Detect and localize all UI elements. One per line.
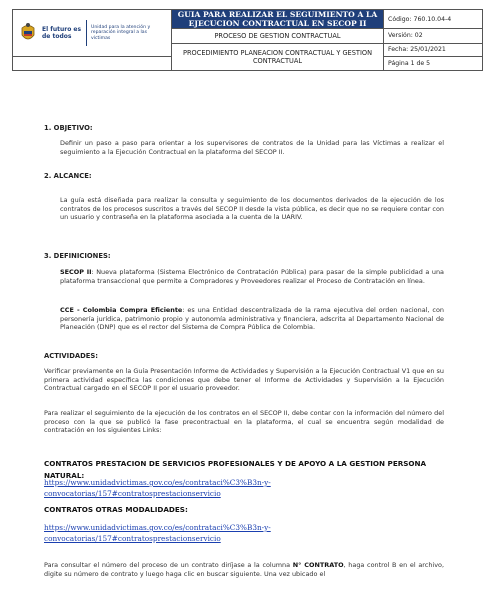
activity-verify: Verificar previamente en la Guía Presentación Informe de Actividades y Supervisión a la Ejecución Contractual V1 que en su primera actividad específica las condiciones que debe tener el Informe de Actividades y Supervisión a la Ejecución Contractual cargado en el SECOP II por el usuario proveedor.	[44, 367, 444, 393]
process-name: PROCESO DE GESTION CONTRACTUAL	[172, 29, 384, 44]
document-title: GUIA PARA REALIZAR EL SEGUIMIENTO A LA EJECUCION CONTRACTUAL EN SECOP II	[172, 10, 384, 29]
contracts-other-title: CONTRATOS OTRAS MODALIDADES:	[44, 505, 188, 514]
unit-name: Unidad para la atención y reparación integral a las víctimas	[91, 24, 151, 41]
definition-term: CCE - Colombia Compra Eficiente	[60, 306, 183, 314]
definition-term: SECOP II	[60, 268, 92, 276]
contracts-natural-link-cont[interactable]	[44, 481, 454, 500]
final-bold: N° CONTRATO	[292, 561, 344, 569]
actividades-heading: ACTIVIDADES:	[44, 352, 99, 360]
definiciones-heading: 3. DEFINICIONES:	[44, 252, 111, 260]
logo-cell	[13, 10, 172, 57]
link-text[interactable]: https://www.unidadvictimas.gov.co/es/contrataci%C3%B3n-y-	[44, 478, 271, 487]
activity-follow-up: Para realizar el seguimiento de la ejecución de los contratos en el SECOP II, debe contar con la información del número del proceso con la que se publicó la fase precontractual en la plataforma, el cual se encuentra según modalidad de contratación en los siguientes Links:	[44, 409, 444, 435]
alcance-text: La guía está diseñada para realizar la consulta y seguimiento de los documentos derivados de la ejecución de los contratos de los procesos suscritos a través del SECOP II desde la vista pública, es decir que no se requiere contar con un usuario y contraseña en la plataforma asociada a la cuenta de la UARIV.	[60, 196, 444, 222]
final-text-cont: , haga control B en el archivo, digite su número de contrato y luego haga clic en buscar siguiente. Una vez ubicado el	[44, 561, 444, 578]
contracts-other-link-cont[interactable]	[44, 526, 454, 545]
doc-version: Versión: 02	[384, 29, 483, 44]
objetivo-heading: 1. OBJETIVO:	[44, 124, 93, 132]
link-text[interactable]: https://www.unidadvictimas.gov.co/es/contrataci%C3%B3n-y-	[44, 523, 271, 532]
final-text: Para consultar el número del proceso de un contrato diríjase a la columna	[44, 561, 293, 569]
contracts-natural-title: CONTRATOS PRESTACION DE SERVICIOS PROFESIONALES Y DE APOYO A LA GESTION PERSONA NATURAL:	[44, 459, 427, 480]
alcance-heading: 2. ALCANCE:	[44, 172, 92, 180]
doc-code: Código: 760.10.04-4	[384, 10, 483, 29]
link-text[interactable]: convocatorias/157#contratosprestacionservicio	[44, 534, 221, 543]
definition-secop	[60, 268, 444, 285]
final-paragraph	[44, 561, 444, 578]
definition-text: : es una Entidad descentralizada de la rama ejecutiva del orden nacional, con personería jurídica, patrimonio propio y autonomía administrativa y financiera, adscrita al Departamento Nacional de Planeación (DNP) que es el rector del Sistema de Compra Pública de Colombia.	[60, 306, 444, 332]
doc-date: Fecha: 25/01/2021	[384, 43, 483, 57]
logo-divider	[86, 20, 87, 46]
procedure-name: PROCEDIMIENTO PLANEACION CONTRACTUAL Y GESTION CONTRACTUAL	[172, 43, 384, 70]
definition-cce	[60, 306, 444, 332]
objetivo-text: Definir un paso a paso para orientar a los supervisores de contratos de la Unidad para las Víctimas a realizar el seguimiento a la Ejecución Contractual en la plataforma del SECOP II.	[60, 139, 444, 156]
definition-text: : Nueva plataforma (Sistema Electrónico de Contratación Pública) para pasar de la simple publicidad a una plataforma transaccional que permite a Compradores y Proveedores realizar el Proceso de Contratación en línea.	[60, 268, 444, 285]
page-number: Página 1 de 5	[384, 57, 483, 71]
logo-cell-bottom	[13, 57, 172, 71]
header-motto: El futuro es de todos	[42, 26, 82, 41]
link-text[interactable]: convocatorias/157#contratosprestacionservicio	[44, 489, 221, 498]
colombia-crest-icon	[19, 22, 37, 44]
document-header	[12, 9, 483, 71]
